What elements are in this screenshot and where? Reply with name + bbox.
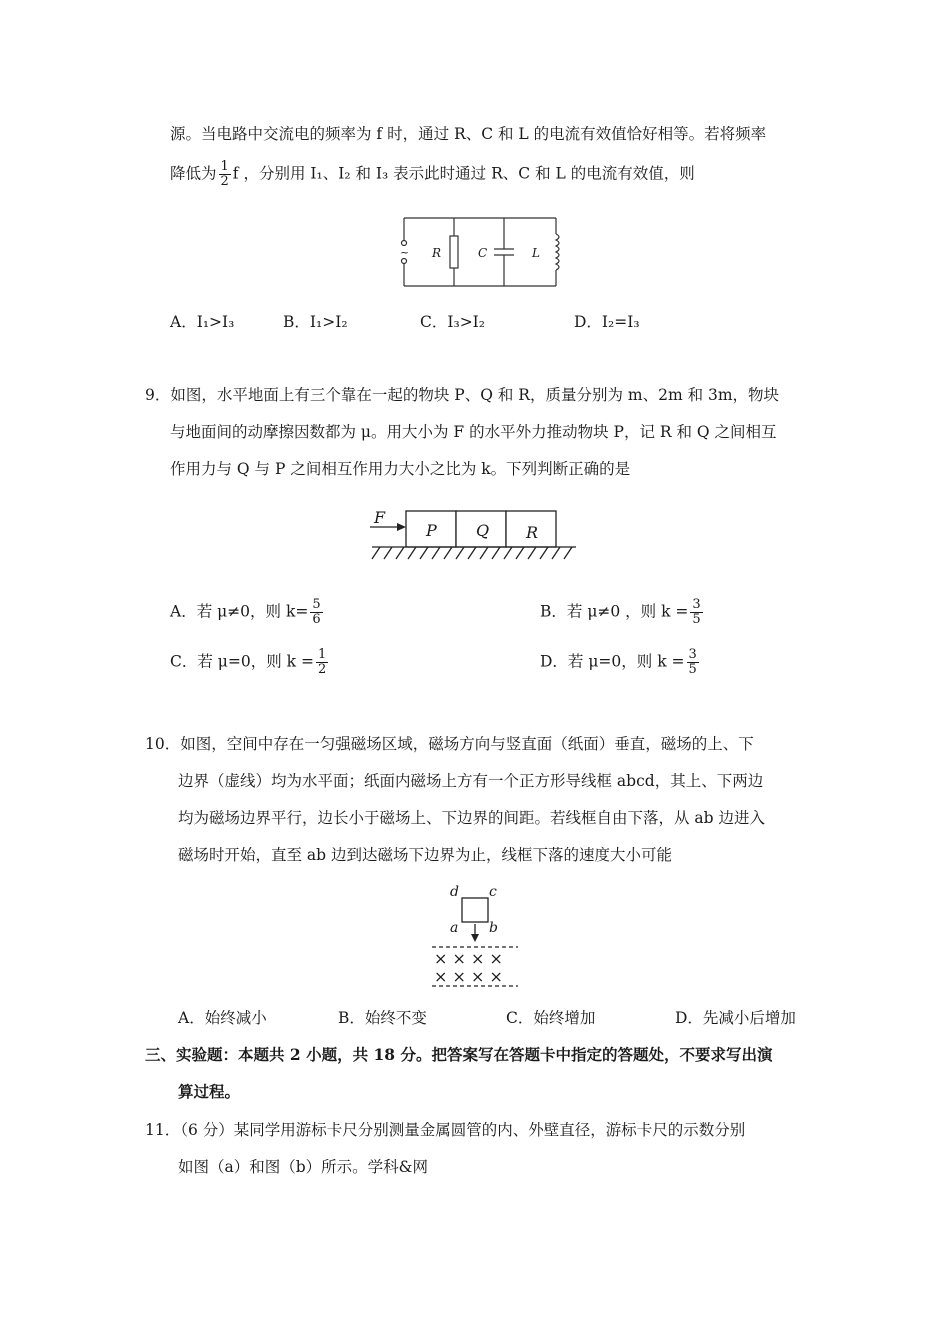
q8-option-b: B．I₁>I₂ [283,313,348,331]
block-p-label: P [426,521,437,540]
capacitor-label: C [478,246,488,260]
q9-d-num: 3 [688,647,697,662]
q10-option-b: B．始终不变 [338,1009,427,1027]
q9-option-c-text: C．若 μ=0，则 k = [170,652,314,671]
ac-source-symbol: ~ [400,246,410,259]
q9-b-num: 3 [692,597,701,612]
q9-line-2: 与地面间的动摩擦因数都为 μ。用大小为 F 的水平外力推动物块 P，记 R 和 Q 之间相互 [170,423,777,441]
q11-line-1: 11．（6 分）某同学用游标卡尺分别测量金属圆管的内、外壁直径，游标卡尺的示数分别 [145,1121,746,1139]
field-row-1: × × × × [434,949,503,968]
corner-b-label: b [489,920,498,936]
q8-frac-num: 1 [220,159,229,174]
q9-option-c-fraction [316,648,328,677]
q8-option-c: C．I₃>I₂ [420,313,486,331]
q9-line-1: 9．如图，水平地面上有三个靠在一起的物块 P、Q 和 R，质量分别为 m、2m 和 3m，物块 [145,386,780,404]
rcl-circuit-diagram [398,212,568,292]
q9-a-num: 5 [312,597,321,612]
resistor-label: R [432,246,442,260]
q9-option-d-text: D．若 μ=0，则 k = [540,652,685,671]
corner-c-label: c [489,884,497,900]
q9-b-den: 5 [692,612,701,627]
q9-line-3: 作用力与 Q 与 P 之间相互作用力大小之比为 k。下列判断正确的是 [170,460,631,478]
section-3-heading: 三、实验题：本题共 2 小题，共 18 分。把答案写在答题卡中指定的答题处，不要求写出演 [145,1045,773,1064]
q10-line-3: 均为磁场边界平行，边长小于磁场上、下边界的间距。若线框自由下落，从 ab 边进入 [178,809,766,827]
q9-option-a-fraction [310,598,322,627]
q9-option-d [540,648,701,677]
q9-option-a-text: A．若 μ≠0，则 k= [170,602,309,621]
q10-line-1: 10．如图，空间中存在一匀强磁场区域，磁场方向与竖直面（纸面）垂直，磁场的上、下 [145,735,754,753]
field-row-2: × × × × [434,967,503,986]
q9-option-d-fraction [687,648,699,677]
q8-frac-den: 2 [220,174,229,189]
q8-line-2-post: f ，分别用 I₁、I₂ 和 I₃ 表示此时通过 R、C 和 L 的电流有效值，则 [232,164,695,183]
blocks-diagram [366,505,581,567]
block-r-label: R [526,523,539,542]
force-label: F [374,508,386,527]
q8-line-2-pre: 降低为 [170,164,217,183]
q8-line-2 [170,160,695,189]
q10-line-2: 边界（虚线）均为水平面；纸面内磁场上方有一个正方形导线框 abcd，其上、下两边 [178,772,764,790]
q9-option-b-fraction [690,598,702,627]
q10-option-d: D．先减小后增加 [675,1009,796,1027]
q8-line-1: 源。当电路中交流电的频率为 f 时，通过 R、C 和 L 的电流有效值恰好相等。若将频率 [170,125,767,143]
q9-option-b [540,598,705,627]
q10-option-a: A．始终减小 [178,1009,267,1027]
section-3-heading-cont: 算过程。 [178,1082,241,1101]
q9-d-den: 5 [688,662,697,677]
q9-option-b-text: B．若 μ≠0 ，则 k = [540,602,689,621]
q9-option-a [170,598,325,627]
q10-option-c: C．始终增加 [506,1009,596,1027]
corner-d-label: d [450,884,459,900]
q9-a-den: 6 [312,612,321,627]
inductor-label: L [532,246,540,260]
corner-a-label: a [450,920,459,936]
q8-option-d: D．I₂=I₃ [574,313,640,331]
q9-option-c [170,648,330,677]
block-q-label: Q [476,521,490,540]
q8-fraction [219,160,231,189]
q9-c-den: 2 [317,662,327,677]
q10-line-4: 磁场时开始，直至 ab 边到达磁场下边界为止，线框下落的速度大小可能 [178,846,673,864]
magnetic-field-diagram [428,880,523,992]
q11-line-2: 如图（a）和图（b）所示。学科&网 [178,1158,428,1176]
q8-option-a: A．I₁>I₃ [170,313,235,331]
q9-c-num: 1 [317,647,327,662]
